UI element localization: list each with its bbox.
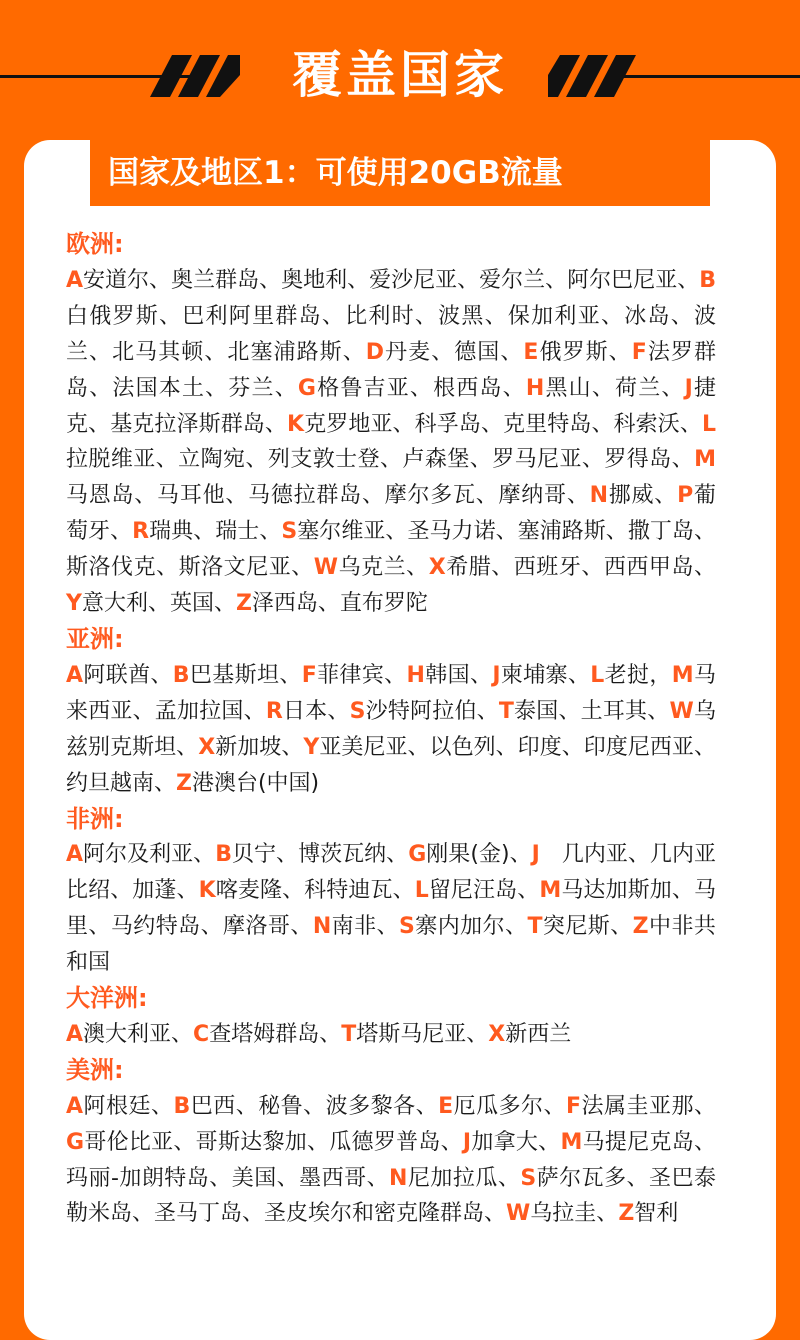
- page-header: [0, 0, 800, 140]
- country-names: 留尼汪岛、: [428, 878, 540, 904]
- country-names: 拉脱维亚、立陶宛、列支敦士登、卢森堡、罗马尼亚、罗得岛、: [66, 447, 695, 473]
- index-letter: B: [172, 662, 190, 688]
- country-names: 马恩岛、马耳他、马德拉群岛、摩尔多瓦、摩纳哥、: [66, 483, 590, 509]
- index-letter: L: [414, 878, 429, 904]
- index-letter: W: [506, 1201, 531, 1227]
- index-letter: K: [198, 878, 216, 904]
- country-names: 哥伦比亚、哥斯达黎加、瓜德罗普岛、: [84, 1129, 463, 1155]
- country-names: 葡萄牙、: [66, 483, 716, 545]
- index-letter: H: [525, 375, 545, 401]
- index-letter: A: [66, 842, 84, 868]
- region-country-list: [66, 1089, 716, 1233]
- country-names: 法罗群岛、法国本土、芬兰、: [66, 339, 716, 401]
- country-names: 巴西、秘鲁、波多黎各、: [190, 1093, 439, 1119]
- index-letter: A: [66, 1021, 84, 1047]
- country-names: 乌兹别克斯坦、: [66, 698, 716, 760]
- country-names: 厄瓜多尔、: [453, 1093, 567, 1119]
- index-letter: A: [66, 662, 84, 688]
- country-names: 阿联酋、: [83, 662, 173, 688]
- region-country-list: [66, 263, 716, 622]
- index-letter: A: [66, 267, 84, 293]
- country-names: 阿尔及利亚、: [83, 842, 216, 868]
- index-letter: N: [589, 483, 609, 509]
- index-letter: Y: [303, 734, 320, 760]
- index-letter: K: [287, 411, 305, 437]
- country-names: 几内亚、几内亚比绍、加蓬、: [66, 842, 716, 904]
- country-names: 亚美尼亚、以色列、印度、印度尼西亚、约旦越南、: [66, 734, 716, 796]
- index-letter: G: [408, 842, 427, 868]
- country-names: 塔斯马尼亚、: [356, 1021, 489, 1047]
- index-letter: X: [488, 1021, 506, 1047]
- country-names: 丹麦、德国、: [384, 339, 524, 365]
- index-letter: B: [173, 1093, 191, 1119]
- country-names: 黑山、荷兰、: [544, 375, 685, 401]
- country-names: 捷克、基克拉泽斯群岛、: [66, 375, 716, 437]
- index-letter: S: [349, 698, 366, 724]
- index-letter: M: [671, 662, 694, 688]
- country-names: 挪威、: [608, 483, 678, 509]
- country-names: 尼加拉瓜、: [407, 1165, 521, 1191]
- country-names: 马达加斯加、马里、马约特岛、摩洛哥、: [66, 878, 716, 940]
- country-names: 法属圭亚那、: [581, 1093, 716, 1119]
- country-names: 泰国、土耳其、: [513, 698, 670, 724]
- region-country-list: [66, 658, 716, 802]
- index-letter: L: [590, 662, 605, 688]
- index-letter: J: [531, 842, 540, 868]
- country-names: 克罗地亚、科孚岛、克里特岛、科索沃、: [304, 411, 702, 437]
- index-letter: X: [198, 734, 216, 760]
- index-letter: S: [281, 519, 298, 545]
- country-names: 马提尼克岛、玛丽-加朗特岛、美国、墨西哥、: [66, 1129, 716, 1191]
- country-names: 日本、: [282, 698, 350, 724]
- country-names: 贝宁、博茨瓦纳、: [231, 842, 409, 868]
- country-names: 乌拉圭、: [530, 1201, 619, 1227]
- index-letter: N: [312, 914, 332, 940]
- index-letter: M: [539, 878, 562, 904]
- country-names: 澳大利亚、: [83, 1021, 194, 1047]
- country-names: 白俄罗斯、巴利阿里群岛、比利时、波黑、保加利亚、冰岛、波兰、北马其顿、北塞浦路斯、: [66, 303, 716, 365]
- index-letter: A: [66, 1093, 84, 1119]
- index-letter: T: [341, 1021, 357, 1047]
- index-letter: Z: [176, 770, 192, 796]
- index-letter: Z: [618, 1201, 635, 1227]
- country-names: 智利: [634, 1201, 679, 1227]
- region-title: 欧洲:: [66, 230, 124, 258]
- index-letter: E: [523, 339, 539, 365]
- index-letter: J: [684, 375, 693, 401]
- country-names: 格鲁吉亚、根西岛、: [315, 375, 526, 401]
- index-letter: W: [669, 698, 694, 724]
- index-letter: Z: [632, 914, 649, 940]
- country-names: 乌克兰、: [338, 555, 429, 581]
- index-letter: F: [631, 339, 647, 365]
- index-letter: D: [365, 339, 385, 365]
- index-letter: J: [492, 662, 501, 688]
- index-letter: F: [301, 662, 317, 688]
- index-letter: C: [193, 1021, 210, 1047]
- country-names: 沙特阿拉伯、: [365, 698, 499, 724]
- country-names: 韩国、: [424, 662, 493, 688]
- index-letter: S: [398, 914, 415, 940]
- country-names: 安道尔、奥兰群岛、奥地利、爱沙尼亚、爱尔兰、阿尔巴尼亚、: [83, 267, 700, 293]
- country-names: 新西兰: [505, 1021, 572, 1047]
- country-names: 老挝，: [604, 662, 672, 688]
- index-letter: W: [313, 555, 339, 581]
- country-names: 泽西岛、直布罗陀: [251, 591, 428, 617]
- country-names: 马来西亚、孟加拉国、: [66, 662, 716, 724]
- index-letter: T: [527, 914, 543, 940]
- index-letter: T: [498, 698, 514, 724]
- index-letter: R: [132, 519, 150, 545]
- country-names: 巴基斯坦、: [189, 662, 302, 688]
- section-banner: [90, 140, 710, 206]
- index-letter: M: [694, 447, 716, 473]
- country-names: 查塔姆群岛、: [209, 1021, 342, 1047]
- country-names: 突尼斯、: [542, 914, 633, 940]
- index-letter: G: [297, 375, 316, 401]
- country-names: 塞尔维亚、圣马力诺、塞浦路斯、撒丁岛、斯洛伐克、斯洛文尼亚、: [66, 519, 716, 581]
- country-names: 柬埔寨、: [500, 662, 591, 688]
- country-names: 菲律宾、: [316, 662, 407, 688]
- country-names: 港澳台(中国): [191, 770, 320, 796]
- country-names: 俄罗斯、: [538, 339, 632, 365]
- country-names: 瑞典、瑞士、: [149, 519, 282, 545]
- region-title: 非洲:: [66, 804, 124, 833]
- index-letter: J: [462, 1129, 472, 1155]
- country-names: 中非共和国: [66, 914, 716, 976]
- index-letter: E: [438, 1093, 454, 1119]
- index-letter: P: [677, 483, 694, 509]
- section-banner-text: 国家及地区1：可使用20GB流量: [108, 155, 563, 191]
- country-names: 刚果(金)、: [426, 842, 532, 868]
- page-title: 覆盖国家: [292, 46, 508, 104]
- country-names: 希腊、西班牙、西西甲岛、: [445, 555, 716, 581]
- index-letter: G: [66, 1129, 85, 1155]
- index-letter: M: [560, 1129, 583, 1155]
- index-letter: B: [215, 842, 232, 868]
- country-names: 意大利、英国、: [81, 591, 236, 617]
- index-letter: Z: [235, 591, 252, 617]
- country-names: 加拿大、: [471, 1129, 561, 1155]
- index-letter: B: [699, 267, 716, 293]
- index-letter: F: [566, 1093, 582, 1119]
- region-country-list: [66, 837, 716, 981]
- index-letter: L: [701, 411, 716, 437]
- regions-list: [66, 227, 716, 1232]
- index-letter: N: [389, 1165, 408, 1191]
- country-names: 萨尔瓦多、圣巴泰勒米岛、圣马丁岛、圣皮埃尔和密克隆群岛、: [66, 1165, 716, 1227]
- index-letter: X: [428, 555, 446, 581]
- index-letter: Y: [66, 591, 82, 617]
- country-names: 喀麦隆、科特迪瓦、: [215, 878, 415, 904]
- index-letter: H: [406, 662, 425, 688]
- region-title: 美洲:: [66, 1055, 124, 1084]
- index-letter: R: [265, 698, 283, 724]
- country-names: 寨内加尔、: [414, 914, 528, 940]
- index-letter: S: [520, 1165, 537, 1191]
- country-names: 南非、: [331, 914, 399, 940]
- region-country-list: [66, 1017, 716, 1053]
- region-title: 大洋洲:: [66, 984, 148, 1013]
- country-names: 阿根廷、: [83, 1093, 174, 1119]
- region-title: 亚洲:: [66, 624, 124, 653]
- country-names: 新加坡、: [215, 734, 304, 760]
